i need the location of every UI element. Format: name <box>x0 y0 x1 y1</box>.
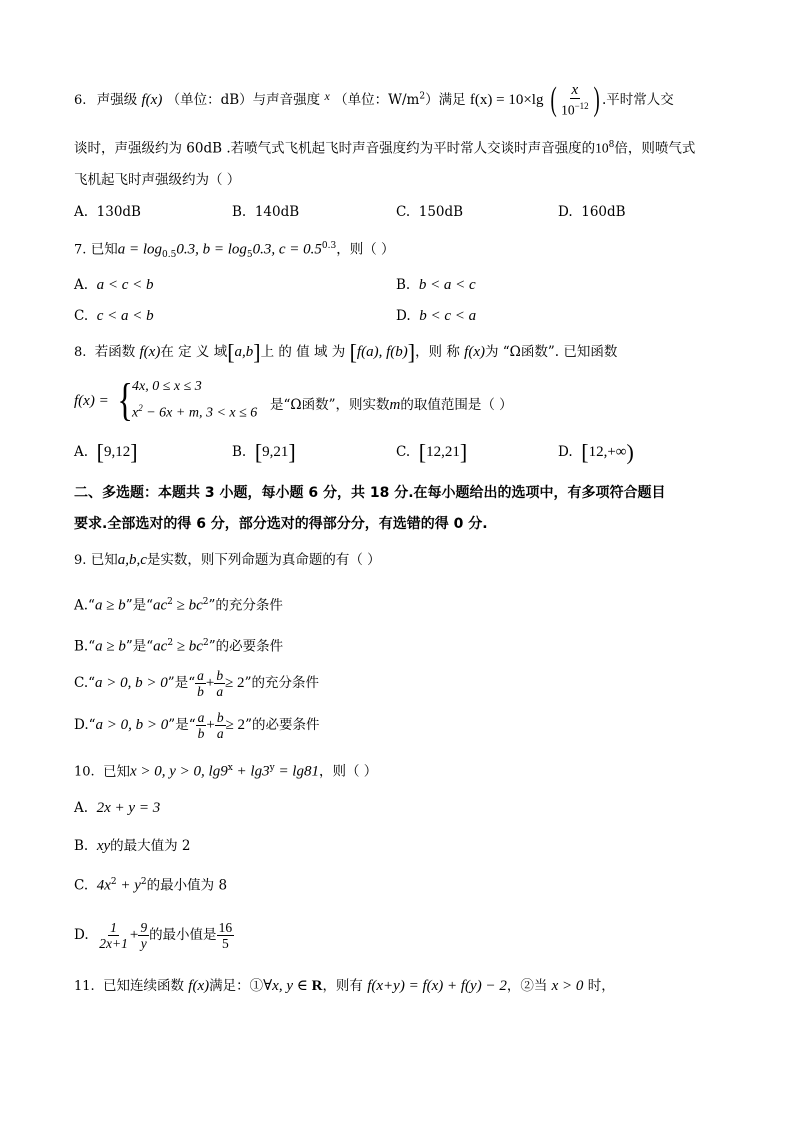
text: “ <box>88 717 96 733</box>
option[interactable] <box>74 202 141 222</box>
math: x > 0 <box>551 978 584 994</box>
text: 已知 <box>90 552 118 568</box>
math: = lg81 <box>274 763 319 780</box>
math: a > 0, b > 0 <box>95 717 169 733</box>
bracket: ] <box>253 339 261 365</box>
text: 已知 <box>90 241 118 258</box>
math: 10 <box>595 140 609 156</box>
text: （单位：dB）与声音强度 <box>166 91 321 108</box>
text: ，则（ ） <box>318 763 378 780</box>
option-text: 130dB <box>96 204 141 220</box>
math: xy <box>96 838 111 854</box>
frac-bottom: 2x+1 <box>99 936 128 951</box>
text: 是“Ω函数”，则实数 <box>270 397 390 413</box>
math: x <box>132 405 139 421</box>
text: 若函数 <box>94 344 136 360</box>
frac-bottom: y <box>140 936 147 951</box>
brace: { <box>117 374 133 425</box>
text: ”是“ <box>125 638 154 655</box>
text: ，则有 <box>322 978 363 994</box>
text: 在 定 义 域 <box>160 344 228 360</box>
paren-close: ) <box>593 81 600 119</box>
text: ”的必要条件 <box>245 717 320 733</box>
option[interactable] <box>396 275 476 295</box>
option-text: 140dB <box>254 204 300 220</box>
math: R <box>311 978 323 994</box>
option[interactable] <box>74 918 234 952</box>
sup: 2 <box>202 638 209 648</box>
option-text: 的最小值为 8 <box>146 877 228 894</box>
option[interactable] <box>232 439 296 465</box>
sup: 2 <box>140 877 147 887</box>
sup: 2 <box>419 91 426 102</box>
option[interactable] <box>74 666 319 700</box>
fraction <box>215 710 226 741</box>
math: 4x <box>96 877 111 894</box>
section-heading: 要求.全部选对的得 6 分，部分选对的得部分分，有选错的得 0 分. <box>74 516 488 532</box>
math: 0.3, b = log <box>176 241 247 258</box>
option-text: 9,21 <box>262 444 289 460</box>
sup: 2 <box>167 597 173 607</box>
option[interactable] <box>74 836 191 856</box>
text: ”的充分条件 <box>244 675 319 691</box>
option-label: B. <box>74 838 89 854</box>
text: ，②当 <box>506 978 548 994</box>
option-text: 12,+∞ <box>588 444 627 460</box>
math: 0.3, c = 0.5 <box>252 241 322 258</box>
math: f(x) <box>188 978 210 994</box>
q11-stem <box>74 976 615 997</box>
sup: 0.3 <box>321 241 337 251</box>
text: ”是“ <box>168 717 196 733</box>
q10-stem <box>74 758 377 783</box>
option-text: b < c < a <box>419 308 477 324</box>
text: “ <box>88 597 95 614</box>
q6-line2 <box>74 135 695 159</box>
option-label: A. <box>74 277 89 293</box>
option-text: b < a < c <box>418 277 476 293</box>
question-number: 7. <box>74 242 87 258</box>
fraction <box>138 920 149 951</box>
fraction <box>196 710 207 741</box>
text: ）满足 <box>425 91 466 108</box>
bracket: [ <box>96 439 104 465</box>
frac-bottom: b <box>197 684 204 699</box>
fraction <box>214 668 225 699</box>
math: f(x) = 10×lg <box>469 91 544 108</box>
option-label: C. <box>74 308 89 324</box>
option-label: B. <box>232 444 247 460</box>
math: a > 0, b > 0 <box>95 675 168 691</box>
text: ”是“ <box>167 675 196 691</box>
option[interactable] <box>74 306 154 326</box>
frac-bottom: 5 <box>221 936 229 951</box>
math: ≥ 2 <box>225 675 245 691</box>
text: 是实数，则下列命题为真命题的有（ ） <box>146 552 381 568</box>
option-label: C. <box>74 877 89 894</box>
frac-top: a <box>197 668 204 683</box>
sup: y <box>269 763 275 773</box>
frac-bottom: 10 <box>561 102 575 118</box>
sup: 2 <box>138 403 143 413</box>
frac-top: b <box>216 668 224 683</box>
question-number: 10. <box>74 764 95 780</box>
math: x <box>324 88 330 103</box>
option-text: 150dB <box>418 204 464 220</box>
option-label: D. <box>74 717 89 733</box>
q9-stem <box>74 550 381 571</box>
text: 时， <box>587 978 615 994</box>
bracket: [ <box>254 439 263 465</box>
math: ≥ bc <box>173 638 203 655</box>
section-heading: 二、多选题：本题共 3 小题，每小题 6 分，共 18 分.在每小题给出的选项中，有多项符合题目 <box>74 485 666 501</box>
question-number: 8. <box>74 345 87 360</box>
math: f(x) <box>464 344 485 360</box>
sup: 2 <box>110 877 117 887</box>
bracket: [ <box>418 439 427 465</box>
frac-bottom: b <box>197 726 205 741</box>
option[interactable] <box>74 708 319 742</box>
math: a,b <box>234 344 254 360</box>
option[interactable] <box>396 306 476 326</box>
bracket: [ <box>227 339 235 365</box>
frac-top: 16 <box>218 920 233 935</box>
option[interactable] <box>558 202 626 222</box>
text: 已知 <box>102 763 130 780</box>
text: 的取值范围是（ ） <box>400 397 513 413</box>
math: a ≥ b <box>95 638 126 655</box>
option[interactable] <box>396 439 468 465</box>
option[interactable] <box>74 633 283 657</box>
frac-top: 9 <box>140 920 148 935</box>
option-text: 2x + y = 3 <box>96 800 161 816</box>
math: ≥ 2 <box>225 717 246 733</box>
q8-stem <box>74 339 618 365</box>
option-text: 9,12 <box>103 444 131 460</box>
text: （单位：W/m <box>334 91 420 108</box>
bracket: ] <box>407 339 416 365</box>
option-text: 160dB <box>581 204 626 220</box>
math: ac <box>153 597 168 614</box>
text: 上 的 值 域 为 <box>260 344 346 360</box>
math: a ≥ b <box>94 597 126 614</box>
option-label: C. <box>396 444 411 460</box>
question-number: 6. <box>74 92 87 108</box>
option-label: D. <box>74 927 89 943</box>
sup: 2 <box>202 597 209 607</box>
option-label: B. <box>74 638 89 655</box>
option[interactable] <box>74 275 154 295</box>
math: f(a), f(b) <box>356 344 408 360</box>
option-label: A. <box>74 444 89 460</box>
text: ”的必要条件 <box>208 638 284 655</box>
math: x > 0, y > 0, lg9 <box>129 763 228 780</box>
bracket: ] <box>459 439 468 465</box>
bracket: [ <box>349 339 357 365</box>
text <box>270 393 513 414</box>
sup: −12 <box>574 101 589 111</box>
text: ，则 称 <box>415 344 460 360</box>
option-label: C. <box>396 204 411 220</box>
text: 为 “Ω函数”. 已知函数 <box>484 344 618 360</box>
question-number: 11. <box>74 979 95 994</box>
bracket: ] <box>288 439 296 465</box>
bracket: [ <box>581 439 589 465</box>
math: a = log <box>117 241 162 258</box>
math: ac <box>153 638 168 655</box>
option[interactable] <box>558 439 634 465</box>
sub: 0.5 <box>162 250 177 261</box>
option[interactable] <box>74 798 160 818</box>
math: f(x) <box>141 91 163 108</box>
math: + <box>205 675 215 691</box>
option[interactable] <box>396 202 463 222</box>
q6-line1 <box>74 83 674 118</box>
piece-1: 4x, 0 ≤ x ≤ 3 <box>132 379 202 394</box>
math: − 6x + m, 3 < x ≤ 6 <box>142 405 258 421</box>
option-text: 的最小值是 <box>149 927 217 943</box>
frac-top: 1 <box>110 920 117 935</box>
option-label: B. <box>232 204 247 220</box>
option-label: C. <box>74 675 89 691</box>
option[interactable] <box>74 872 227 896</box>
text: ”的充分条件 <box>208 597 283 614</box>
option-label: D. <box>558 204 573 220</box>
math: + y <box>116 877 141 894</box>
option[interactable] <box>232 202 299 222</box>
math: f(x+y) = f(x) + f(y) − 2 <box>367 978 507 994</box>
math: ∀x, y ∈ <box>263 978 312 994</box>
text: 满足：① <box>209 978 264 994</box>
frac-top: b <box>216 710 224 725</box>
sup: 2 <box>167 638 174 648</box>
frac-top: x <box>571 82 579 98</box>
bracket: ] <box>130 439 138 465</box>
option[interactable] <box>74 439 138 465</box>
piecewise-function <box>74 374 534 425</box>
sup: 8 <box>608 140 615 150</box>
option-label: A. <box>74 597 89 614</box>
text: ，则（ ） <box>336 241 395 258</box>
piece-2 <box>132 403 257 422</box>
q6-line3: 飞机起飞时声强级约为（ ） <box>74 172 241 188</box>
text: 已知连续函数 <box>102 978 184 994</box>
math: ≥ bc <box>172 597 203 614</box>
math: + <box>206 717 215 733</box>
math: f(x) = <box>74 393 109 409</box>
math: + <box>129 927 139 943</box>
text: 声强级 <box>96 91 138 108</box>
option-label: D. <box>396 308 411 324</box>
sup: x <box>227 763 233 773</box>
text: 谈时，声强级约为 60dB .若喷气式飞机起飞时声音强度约为平时常人交谈时声音强度的 <box>74 140 596 157</box>
fraction <box>97 920 130 951</box>
option[interactable] <box>74 592 283 616</box>
option-label: A. <box>74 800 89 816</box>
text: “ <box>88 675 96 691</box>
option-text: a < c < b <box>96 277 154 293</box>
text: .平时常人交 <box>601 91 674 108</box>
text: 倍，则喷气式 <box>614 140 696 157</box>
sub: 5 <box>246 250 253 261</box>
frac-bottom: a <box>216 684 224 699</box>
math: f(x) <box>139 344 161 360</box>
q7-stem <box>74 236 395 265</box>
fraction <box>217 920 235 951</box>
paren-open: ( <box>550 81 557 119</box>
math: + lg3 <box>232 763 270 780</box>
fraction <box>195 668 206 699</box>
question-number: 9. <box>74 553 87 568</box>
option-label: B. <box>396 277 411 293</box>
option-text: 的最大值为 2 <box>110 838 191 854</box>
option-text: 12,21 <box>426 444 460 460</box>
frac-bottom: a <box>216 726 224 741</box>
text: “ <box>88 638 96 655</box>
frac-top: a <box>197 710 205 725</box>
math: a,b,c <box>117 552 147 568</box>
option-label: A. <box>74 204 89 220</box>
option-label: D. <box>558 444 573 460</box>
option-text: c < a < b <box>96 308 154 324</box>
fraction <box>559 83 591 118</box>
bracket: ) <box>626 439 634 465</box>
math: m <box>389 397 401 413</box>
text: ”是“ <box>125 597 153 614</box>
